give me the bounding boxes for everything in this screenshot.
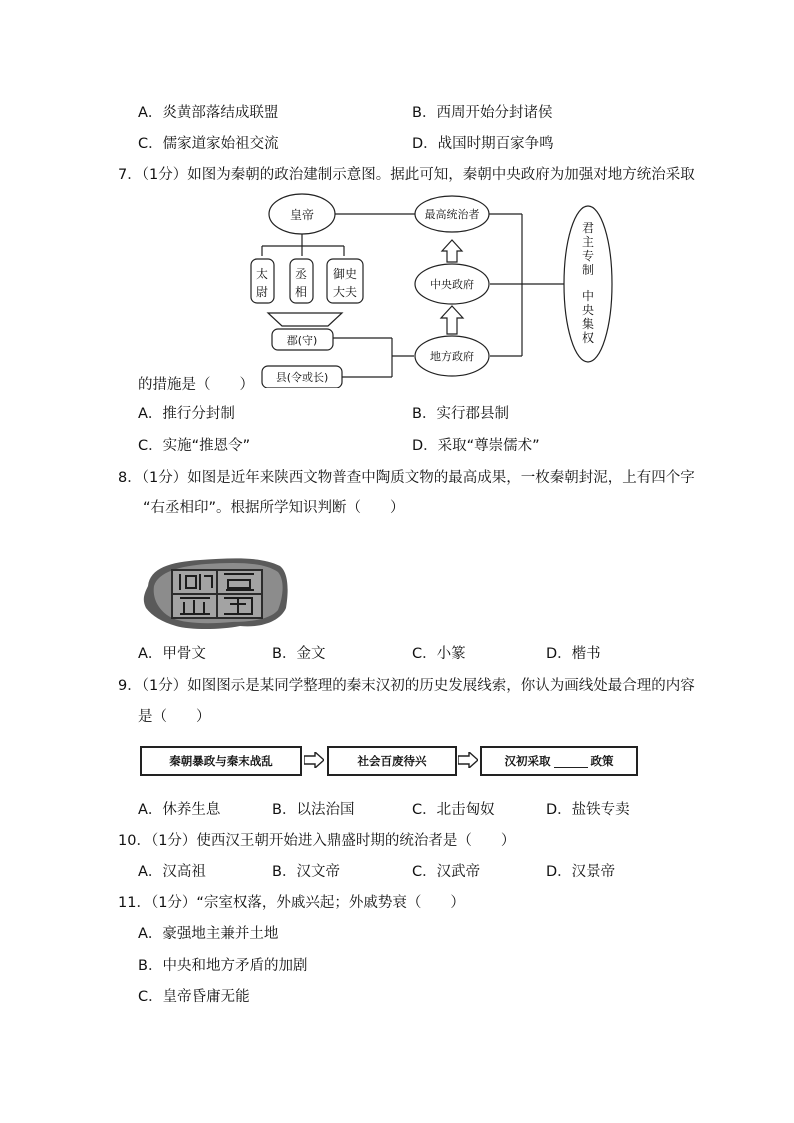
svg-text:丞: 丞	[294, 267, 308, 281]
q6-option-d[interactable]: D．战国时期百家争鸣	[412, 136, 554, 152]
q8-stem-continued: “右丞相印”。根据所学知识判断（ ）	[143, 500, 405, 516]
svg-text:太: 太	[255, 267, 269, 281]
q7-option-d[interactable]: D．采取“尊崇儒术”	[412, 438, 540, 454]
q9-stem-continued: 是（ ）	[138, 709, 211, 725]
svg-text:中央政府: 中央政府	[430, 278, 474, 291]
history-timeline-banner	[140, 746, 640, 780]
q9-option-c[interactable]: C．北击匈奴	[412, 802, 495, 818]
svg-text:郡(守): 郡(守)	[286, 334, 318, 347]
q8-option-d[interactable]: D．楷书	[546, 646, 601, 662]
timeline-box-label: 汉初采取	[504, 754, 551, 768]
q9-option-a[interactable]: A．休养生息	[138, 802, 221, 818]
timeline-box-label: 秦朝暴政与秦末战乱	[169, 754, 273, 768]
svg-text:皇帝: 皇帝	[289, 208, 315, 222]
up-arrow-icon	[441, 306, 463, 334]
q8-stem: 8．（1分）如图是近年来陕西文物普查中陶质文物的最高成果，一枚秦朝封泥，上有四个字	[118, 470, 695, 486]
q6-option-a[interactable]: A．炎黄部落结成联盟	[138, 105, 279, 121]
answer-blank	[554, 755, 588, 768]
qin-clay-seal-image	[140, 556, 292, 632]
right-arrow-icon	[458, 752, 478, 768]
q7-option-c[interactable]: C．实施“推恩令”	[138, 438, 251, 454]
svg-text:御史: 御史	[332, 267, 358, 281]
q9-option-b[interactable]: B．以法治国	[272, 802, 355, 818]
q6-option-b[interactable]: B．西周开始分封诸侯	[412, 105, 553, 121]
q10-option-c[interactable]: C．汉武帝	[412, 864, 481, 880]
timeline-box-early-han-policy	[480, 746, 638, 776]
svg-text:尉: 尉	[255, 285, 269, 299]
q10-option-d[interactable]: D．汉景帝	[546, 864, 616, 880]
q7-stem: 7．（1分）如图为秦朝的政治建制示意图。据此可知，秦朝中央政府为加强对地方统治采取	[118, 167, 695, 183]
svg-text:集: 集	[581, 317, 595, 331]
q7-stem-continued: 的措施是（ ）	[138, 377, 254, 393]
svg-text:最高统治者: 最高统治者	[424, 208, 480, 221]
timeline-box-society-revival	[327, 746, 457, 776]
svg-text:央: 央	[581, 303, 595, 317]
q11-option-b[interactable]: B．中央和地方矛盾的加剧	[138, 958, 308, 974]
q8-option-c[interactable]: C．小篆	[412, 646, 466, 662]
qin-political-system-diagram	[240, 192, 620, 388]
q8-option-b[interactable]: B．金文	[272, 646, 326, 662]
svg-text:中: 中	[581, 289, 595, 303]
q11-stem: 11．（1分）“宗室权落，外戚兴起；外戚势衰（ ）	[118, 895, 465, 911]
timeline-box-label: 政策	[590, 754, 614, 768]
q9-option-d[interactable]: D．盐铁专卖	[546, 802, 630, 818]
timeline-box-qin-tyranny	[140, 746, 302, 776]
timeline-box-label: 社会百废待兴	[357, 754, 427, 768]
q11-option-a[interactable]: A．豪强地主兼并土地	[138, 926, 279, 942]
q10-stem: 10．（1分）使西汉王朝开始进入鼎盛时期的统治者是（ ）	[118, 833, 516, 849]
q8-option-a[interactable]: A．甲骨文	[138, 646, 206, 662]
q11-option-c[interactable]: C．皇帝昏庸无能	[138, 989, 250, 1005]
q9-stem: 9．（1分）如图图示是某同学整理的秦末汉初的历史发展线索，你认为画线处最合理的内容	[118, 678, 695, 694]
q10-option-a[interactable]: A．汉高祖	[138, 864, 206, 880]
svg-text:主: 主	[581, 235, 595, 249]
q7-option-b[interactable]: B．实行郡县制	[412, 406, 509, 422]
svg-text:大夫: 大夫	[332, 285, 358, 299]
svg-text:县(令或长): 县(令或长)	[275, 371, 329, 384]
svg-text:权: 权	[581, 331, 595, 345]
svg-text:相: 相	[294, 285, 308, 299]
q10-option-b[interactable]: B．汉文帝	[272, 864, 340, 880]
up-arrow-icon	[442, 240, 462, 262]
svg-text:专: 专	[581, 249, 595, 263]
q6-option-c[interactable]: C．儒家道家始祖交流	[138, 136, 279, 152]
svg-text:制: 制	[581, 263, 595, 277]
q7-option-a[interactable]: A．推行分封制	[138, 406, 235, 422]
right-arrow-icon	[304, 752, 324, 768]
svg-text:君: 君	[581, 221, 595, 235]
svg-text:地方政府: 地方政府	[430, 350, 474, 363]
